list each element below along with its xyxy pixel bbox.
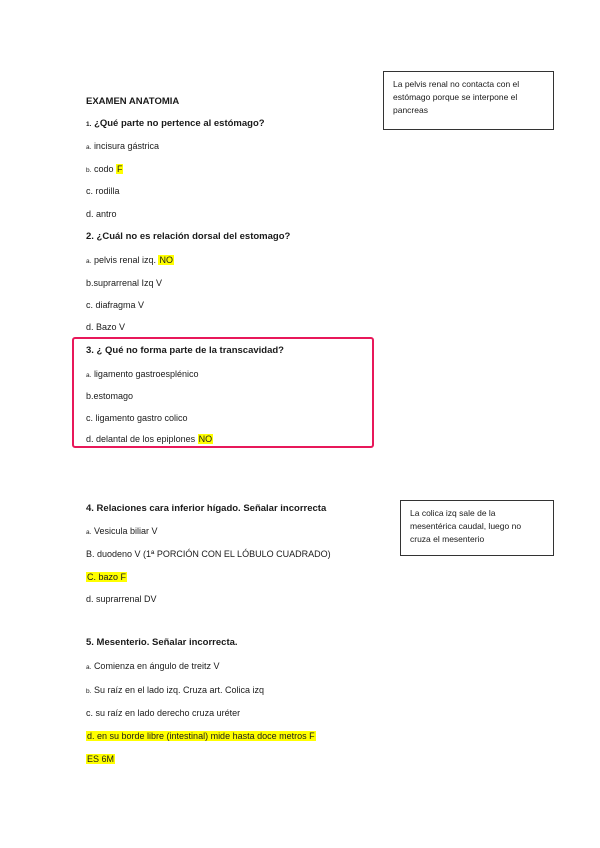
q5-option-d-continuation: ES 6M (87, 754, 115, 764)
q5-option-a: a. Comienza en ángulo de treitz V (86, 661, 220, 671)
answer-mark: F (116, 164, 123, 174)
q2-option-c: c. diafragma V (86, 300, 145, 310)
q2-option-a: a. pelvis renal izq. NO (86, 255, 173, 265)
q4-option-b: B. duodeno V (1ª PORCIÓN CON EL LÓBULO CUADRADO) (86, 549, 331, 559)
answer-mark: NO (198, 434, 213, 444)
question-4: 4. Relaciones cara inferior hígado. Señalar incorrecta (86, 503, 327, 514)
q3-option-c: c. ligamento gastro colico (86, 413, 188, 423)
question-3: 3. ¿ Qué no forma parte de la transcavidad? (86, 345, 284, 356)
q3-option-b: b.estomago (86, 391, 134, 401)
question-5: 5. Mesenterio. Señalar incorrecta. (86, 637, 238, 648)
question-2: 2. ¿Cuál no es relación dorsal del estomago? (86, 231, 291, 242)
q4-option-c: C. bazo F (87, 572, 127, 582)
question-1: 1. ¿Qué parte no pertence al estómago? (86, 118, 265, 129)
q5-option-d: d. en su borde libre (intestinal) mide hasta doce metros F (87, 731, 315, 741)
answer-mark: NO (159, 255, 173, 265)
q2-option-d: d. Bazo V (86, 322, 126, 332)
q1-option-a: a. incisura gástrica (86, 141, 159, 151)
q1-option-b: b. codo F (86, 164, 123, 174)
q4-option-d: d. suprarrenal DV (86, 594, 157, 604)
q3-option-a: a. ligamento gastroesplénico (86, 369, 199, 379)
q2-option-b: b.suprarrenal Izq V (86, 278, 163, 288)
q3-option-d: d. delantal de los epiplones NO (86, 434, 213, 444)
q1-option-c: c. rodilla (86, 186, 120, 196)
note-pelvis-renal: La pelvis renal no contacta con el estómago porque se interpone el pancreas (383, 71, 554, 130)
q5-option-c: c. su raíz en lado derecho cruza uréter (86, 708, 241, 718)
exam-title: EXAMEN ANATOMIA (86, 96, 180, 107)
q5-option-b: b. Su raíz en el lado izq. Cruza art. Colica izq (86, 685, 265, 695)
q4-option-a: a. Vesicula biliar V (86, 526, 158, 536)
note-colica-izq: La colica izq sale de la mesentérica caudal, luego no cruza el mesenterio (400, 500, 554, 556)
q1-option-d: d. antro (86, 209, 117, 219)
